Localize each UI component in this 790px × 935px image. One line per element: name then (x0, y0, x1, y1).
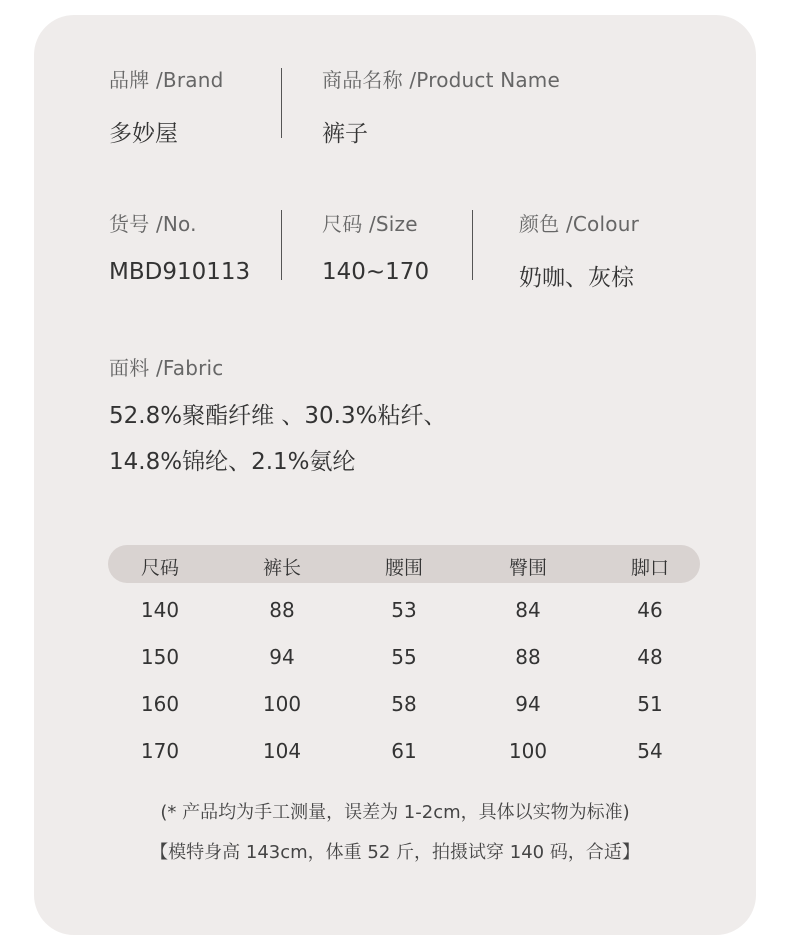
table-cell: 58 (391, 692, 417, 716)
table-cell: 160 (140, 692, 180, 716)
divider (472, 210, 473, 280)
size-table-header (108, 545, 700, 583)
table-cell: 94 (515, 692, 541, 716)
fabric-line: 52.8%聚酯纤维 、30.3%粘纤、 (109, 403, 447, 429)
brand-value: 多妙屋 (109, 121, 178, 147)
product-name-field (322, 64, 560, 148)
table-cell: 88 (269, 598, 295, 622)
fabric-field (109, 352, 446, 485)
table-cell: 48 (637, 645, 663, 669)
size-value: 140~170 (322, 259, 430, 285)
table-cell: 53 (391, 598, 417, 622)
fabric-composition (109, 393, 446, 485)
table-cell: 84 (515, 598, 541, 622)
colour-field (519, 208, 639, 292)
table-header-cell: 裤长 (262, 557, 301, 579)
table-cell: 140 (140, 598, 180, 622)
colour-label: 颜色 /Colour (519, 212, 639, 236)
table-cell: 100 (508, 739, 548, 763)
fabric-label: 面料 /Fabric (109, 356, 224, 380)
item-no-field (109, 208, 250, 285)
brand-field (109, 64, 223, 148)
divider (281, 210, 282, 280)
table-cell: 100 (262, 692, 302, 716)
size-field (322, 208, 429, 285)
table-cell: 150 (140, 645, 180, 669)
table-header-cell: 尺码 (140, 557, 179, 579)
model-note: 【模特身高 143cm，体重 52 斤，拍摄试穿 140 码，合适】 (150, 842, 640, 863)
table-cell: 54 (637, 739, 663, 763)
table-cell: 55 (391, 645, 417, 669)
measurement-note: (* 产品均为手工测量，误差为 1-2cm，具体以实物为标准) (160, 802, 630, 823)
table-cell: 94 (269, 645, 295, 669)
table-cell: 170 (140, 739, 180, 763)
table-header-cell: 脚口 (630, 557, 669, 579)
brand-label: 品牌 /Brand (109, 68, 224, 92)
divider (281, 68, 282, 138)
table-header-cell: 臀围 (508, 557, 547, 579)
product-name-label: 商品名称 /Product Name (322, 68, 560, 92)
size-label: 尺码 /Size (322, 212, 418, 236)
table-cell: 88 (515, 645, 541, 669)
fabric-line: 14.8%锦纶、2.1%氨纶 (109, 449, 356, 475)
table-header-cell: 腰围 (384, 557, 423, 579)
product-name-value: 裤子 (322, 121, 368, 147)
item-no-label: 货号 /No. (109, 212, 197, 236)
table-cell: 104 (262, 739, 302, 763)
item-no-value: MBD910113 (109, 259, 251, 285)
table-cell: 61 (391, 739, 417, 763)
table-cell: 46 (637, 598, 663, 622)
colour-value: 奶咖、灰棕 (519, 265, 634, 291)
table-cell: 51 (637, 692, 663, 716)
